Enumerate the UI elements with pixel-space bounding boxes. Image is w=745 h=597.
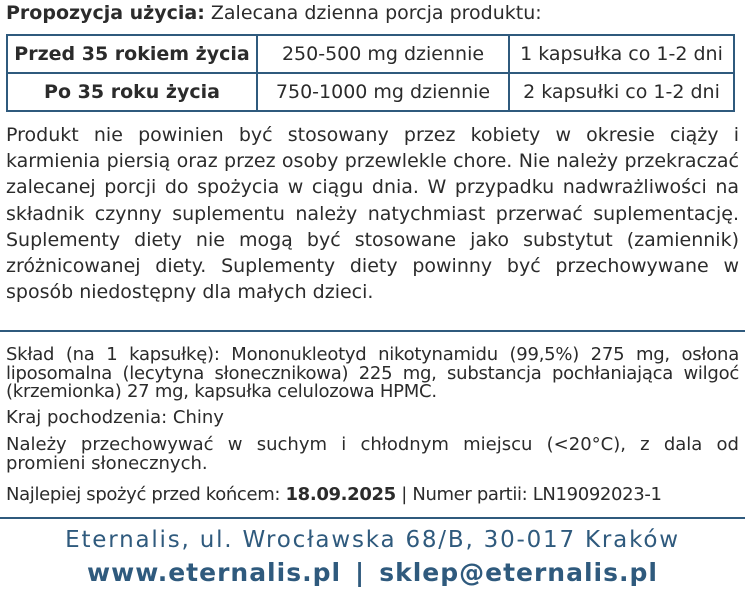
- warning-text: Produkt nie powinien być stosowany przez kobiety w okresie ciąży i karmienia piersią oraz przez osoby przewlekle chore. Nie należy przekraczać zalecanej porcji do spożycia w ciągu dnia. W przypadku nadwrażliwości na składnik czynny suplementu należy natychmiast przerwać suplementację. Suplementy diety nie mogą być stosowane jako substytut (zamiennik) zróżnicowanej diety. Suplementy diety powinny być przechowywane w sposób niedostępny dla małych dzieci.: [6, 124, 739, 304]
- batch-number: Numer partii: LN19092023-1: [412, 484, 662, 505]
- dosage-table: [6, 34, 735, 112]
- age-cell: Po 35 roku życia: [7, 73, 257, 111]
- age-cell: Przed 35 rokiem życia: [7, 35, 257, 73]
- dose-cell: 750-1000 mg dziennie: [257, 73, 509, 111]
- divider: [0, 517, 745, 519]
- usage-text: Zalecana dzienna porcja produktu:: [210, 2, 542, 24]
- website-link[interactable]: www.eternalis.pl: [87, 558, 342, 587]
- composition-text: Skład (na 1 kapsułkę): Mononukleotyd nikotynamidu (99,5%) 275 mg, osłona liposomalna (lecytyna słonecznikowa) 225 mg, substancja pochłaniająca wilgoć (krzemionka) 27 mg, kapsułka celulozowa HPMC.: [6, 344, 739, 402]
- usage-label: Propozycja użycia:: [6, 2, 205, 24]
- best-before-label: Najlepiej spożyć przed końcem:: [6, 484, 281, 505]
- best-before-line: [6, 484, 662, 505]
- contact-line: [0, 558, 745, 587]
- capsules-cell: 1 kapsułka co 1-2 dni: [509, 35, 734, 73]
- email-link[interactable]: sklep@eternalis.pl: [379, 558, 658, 587]
- divider: [0, 330, 745, 332]
- table-row: [7, 35, 734, 73]
- storage-text: Należy przechowywać w suchym i chłodnym miejscu (<20°C), z dala od promieni słonecznych.: [6, 434, 739, 474]
- origin-text: Kraj pochodzenia: Chiny: [6, 407, 224, 428]
- dose-cell: 250-500 mg dziennie: [257, 35, 509, 73]
- best-before-separator: |: [401, 484, 407, 505]
- capsules-cell: 2 kapsułki co 1-2 dni: [509, 73, 734, 111]
- table-row: [7, 73, 734, 111]
- usage-heading: [6, 2, 542, 24]
- best-before-date: 18.09.2025: [285, 484, 396, 505]
- contact-separator: |: [355, 558, 366, 587]
- company-address: Eternalis, ul. Wrocławska 68/B, 30-017 Kraków: [65, 527, 680, 553]
